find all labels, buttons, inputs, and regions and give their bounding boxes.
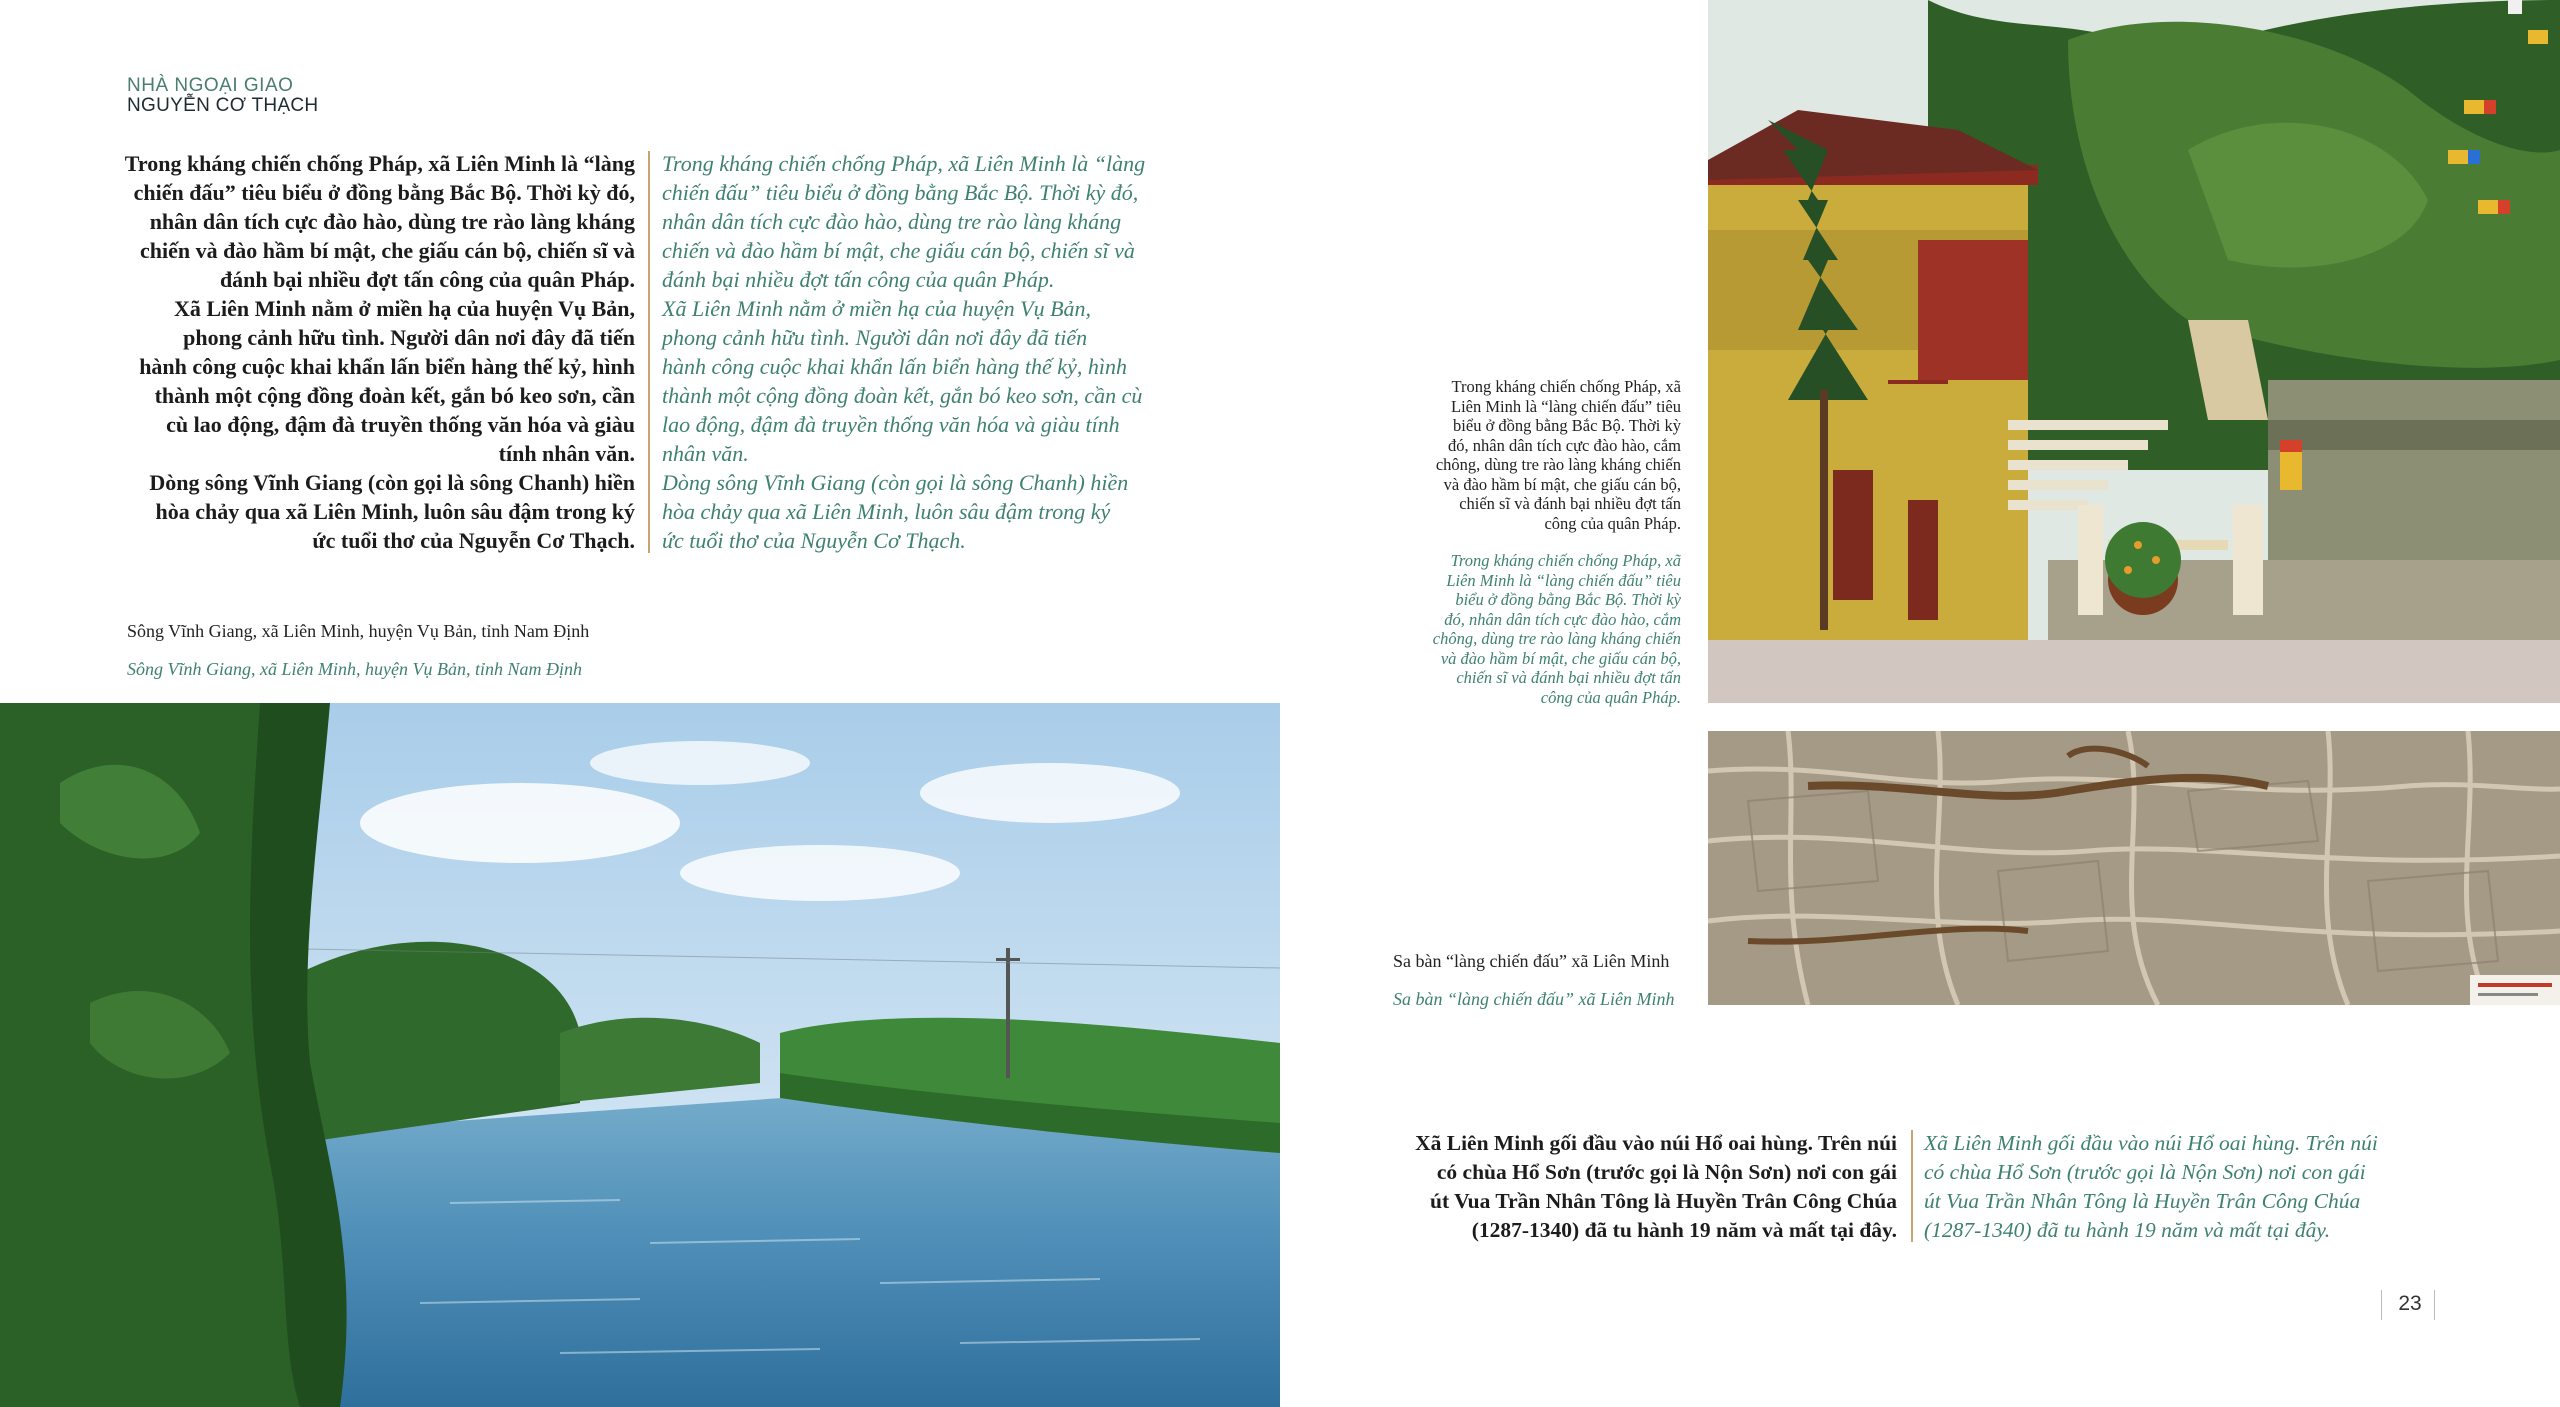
text-line: nhân văn. xyxy=(662,441,749,466)
text-line: Xã Liên Minh nằm ở miền hạ của huyện Vụ Bản, xyxy=(662,296,1092,321)
text-line: có chùa Hổ Sơn (trước gọi là Nộn Sơn) nơi con gái xyxy=(1436,1160,1897,1184)
text-line: chiến sĩ và đánh bại nhiều đợt tấn xyxy=(1459,494,1681,513)
river-caption-italic: Sông Vĩnh Giang, xã Liên Minh, huyện Vụ Bản, tỉnh Nam Định xyxy=(127,659,582,679)
text-line: Xã Liên Minh gối đầu vào núi Hổ oai hùng. Trên núi xyxy=(1415,1131,1897,1155)
text-line: ức tuổi thơ của Nguyễn Cơ Thạch. xyxy=(662,528,966,553)
text-line: và đào hầm bí mật, che giấu cán bộ, xyxy=(1443,474,1681,494)
page-number-rule-left xyxy=(2381,1290,2382,1320)
text-line: thành một cộng đồng đoàn kết, gắn bó keo sơn, cần xyxy=(154,383,635,408)
text-line: út Vua Trần Nhân Tông là Huyền Trân Công Chúa xyxy=(1429,1189,1897,1213)
running-header-subtitle: NGUYỄN CƠ THẠCH xyxy=(127,95,319,116)
text-line: đánh bại nhiều đợt tấn công của quân Pháp. xyxy=(662,267,1055,292)
text-line: chiến đấu” tiêu biểu ở đồng bằng Bắc Bộ. Thời kỳ đó, xyxy=(662,180,1139,205)
text-line: phong cảnh hữu tình. Người dân nơi đây đã tiến xyxy=(183,325,635,350)
temple-caption-italic xyxy=(1433,551,1681,707)
text-line: chông, dùng tre rào làng kháng chiến xyxy=(1432,629,1681,648)
river-photo xyxy=(0,703,1280,1407)
text-line: đó, nhân dân tích cực đào hào, cắm xyxy=(1444,609,1681,629)
text-line: cù lao động, đậm đà truyền thống văn hóa và giàu xyxy=(166,412,635,437)
text-line: nhân dân tích cực đào hào, dùng tre rào làng kháng xyxy=(662,209,1122,234)
text-line: chiến và đào hầm bí mật, che giấu cán bộ, chiến sĩ và xyxy=(662,238,1135,263)
text-line: Xã Liên Minh gối đầu vào núi Hổ oai hùng. Trên núi xyxy=(1924,1131,2378,1155)
text-line: nhân dân tích cực đào hào, dùng tre rào làng kháng xyxy=(149,209,635,234)
text-line: Xã Liên Minh nằm ở miền hạ của huyện Vụ Bản, xyxy=(173,296,635,321)
page-number: 23 xyxy=(2398,1292,2422,1315)
text-line: Dòng sông Vĩnh Giang (còn gọi là sông Chanh) hiền xyxy=(149,470,635,495)
intro-text-italic xyxy=(662,149,1145,555)
text-line: tính nhân văn. xyxy=(498,441,635,466)
temple-photo xyxy=(1708,0,2560,703)
text-line: Trong kháng chiến chống Pháp, xã xyxy=(1451,377,1681,396)
text-line: phong cảnh hữu tình. Người dân nơi đây đã tiến xyxy=(662,325,1088,350)
text-line: công của quân Pháp. xyxy=(1540,687,1681,707)
text-line: hành công cuộc khai khẩn lấn biển hàng thế kỷ, hình xyxy=(662,354,1127,379)
text-line: chiến sĩ và đánh bại nhiều đợt tấn xyxy=(1456,668,1681,687)
text-line: Trong kháng chiến chống Pháp, xã Liên Minh là “làng xyxy=(662,151,1146,176)
column-divider xyxy=(648,151,650,553)
text-line: biểu ở đồng bằng Bắc Bộ. Thời kỳ xyxy=(1453,416,1681,435)
text-line: đánh bại nhiều đợt tấn công của quân Pháp. xyxy=(219,267,635,292)
text-line: chiến đấu” tiêu biểu ở đồng bằng Bắc Bộ. Thời kỳ đó, xyxy=(133,180,635,205)
text-line: Dòng sông Vĩnh Giang (còn gọi là sông Chanh) hiền xyxy=(662,470,1129,495)
text-line: Trong kháng chiến chống Pháp, xã Liên Minh là “làng xyxy=(124,151,635,176)
text-line: có chùa Hổ Sơn (trước gọi là Nộn Sơn) nơi con gái xyxy=(1924,1160,2366,1184)
river-caption: Sông Vĩnh Giang, xã Liên Minh, huyện Vụ Bản, tỉnh Nam Định xyxy=(127,621,590,641)
relief-model-photo xyxy=(1708,731,2560,1005)
text-line: thành một cộng đồng đoàn kết, gắn bó keo sơn, cần cù xyxy=(662,383,1143,408)
text-line: đó, nhân dân tích cực đào hào, cắm xyxy=(1448,435,1681,455)
text-line: chiến và đào hầm bí mật, che giấu cán bộ, chiến sĩ và xyxy=(139,238,635,263)
text-line: hòa chảy qua xã Liên Minh, luôn sâu đậm trong ký xyxy=(662,499,1111,524)
text-line: ức tuổi thơ của Nguyễn Cơ Thạch. xyxy=(312,528,635,553)
column-divider xyxy=(1911,1130,1913,1242)
text-line: (1287-1340) đã tu hành 19 năm và mất tại đây. xyxy=(1924,1218,2331,1242)
text-line: công của quân Pháp. xyxy=(1544,513,1681,533)
text-line: Liên Minh là “làng chiến đấu” tiêu xyxy=(1450,396,1681,416)
page-number-rule-right xyxy=(2434,1290,2435,1320)
text-line: và đào hầm bí mật, che giấu cán bộ, xyxy=(1440,648,1681,668)
text-line: hòa chảy qua xã Liên Minh, luôn sâu đậm trong ký xyxy=(155,499,635,524)
mountain-text-italic xyxy=(1924,1129,2378,1245)
text-line: chông, dùng tre rào làng kháng chiến xyxy=(1435,455,1681,474)
text-line: biểu ở đồng bằng Bắc Bộ. Thời kỳ xyxy=(1455,590,1681,609)
text-line: lao động, đậm đà truyền thống văn hóa và giàu tính xyxy=(662,412,1120,437)
text-line: Liên Minh là “làng chiến đấu” tiêu xyxy=(1446,570,1681,590)
intro-text-regular xyxy=(125,149,635,555)
text-line: hành công cuộc khai khẩn lấn biển hàng thế kỷ, hình xyxy=(139,354,635,379)
running-header-title: NHÀ NGOẠI GIAO xyxy=(127,75,294,96)
text-line: Trong kháng chiến chống Pháp, xã xyxy=(1450,551,1681,570)
text-line: út Vua Trần Nhân Tông là Huyền Trân Công Chúa xyxy=(1924,1189,2361,1213)
model-caption: Sa bàn “làng chiến đấu” xã Liên Minh xyxy=(1393,951,1670,971)
temple-caption xyxy=(1436,377,1681,533)
text-line: (1287-1340) đã tu hành 19 năm và mất tại đây. xyxy=(1471,1218,1897,1242)
model-caption-italic: Sa bàn “làng chiến đấu” xã Liên Minh xyxy=(1393,989,1675,1009)
mountain-text-regular xyxy=(1415,1129,1897,1245)
